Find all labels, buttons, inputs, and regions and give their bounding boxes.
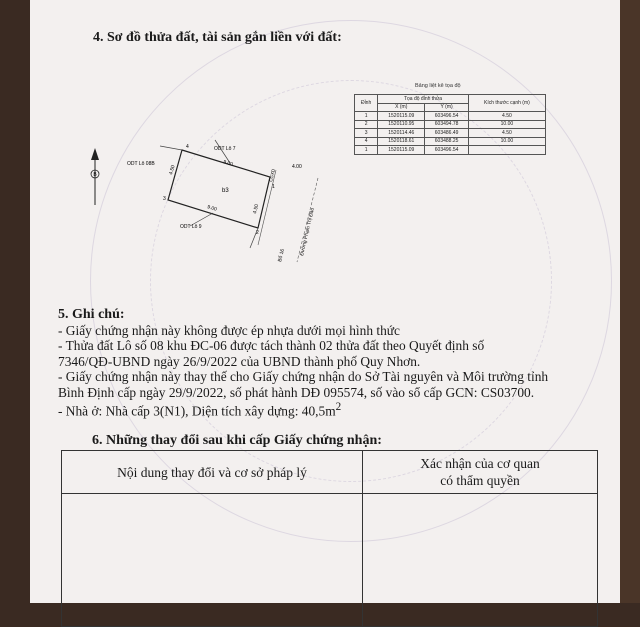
changes-header-content: Nội dung thay đổi và cơ sở pháp lý (62, 451, 363, 494)
coordinate-table-caption: Bảng liệt kê tọa độ (415, 83, 461, 89)
note-line: 7346/QĐ-UBND ngày 26/9/2022 của UBND thành phố Quy Nhơn. (58, 353, 421, 369)
north-arrow-icon (91, 148, 99, 205)
table-row: 3 1520114.46 603486.49 4.50 (355, 129, 546, 138)
changes-cell (62, 494, 363, 627)
notes-section (58, 307, 598, 419)
coord-header-x: X (m) (378, 103, 425, 112)
vertex-label: 2 (256, 230, 259, 236)
parcel-outline (168, 150, 270, 228)
changes-cell (363, 494, 598, 627)
section-6-title: 6. Những thay đổi sau khi cấp Giấy chứng nhận: (92, 433, 382, 448)
edge-length-label: 4.50 (252, 203, 261, 215)
edge-length-label: 4.50 (168, 164, 177, 176)
note-line: - Giấy chứng nhận này thay thế cho Giấy chứng nhận do Sở Tài nguyên và Môi trường tỉnh (58, 369, 549, 384)
vertex-label: 1 (272, 184, 275, 190)
coord-header-group: Tọa độ đỉnh thửa (378, 95, 469, 104)
north-letter: B (93, 172, 97, 178)
changes-table (61, 450, 598, 627)
section-5-title: 5. Ghi chú: (58, 307, 125, 322)
coord-header-y: Y (m) (425, 103, 468, 112)
table-row: 1 1520115.09 603496.54 4.50 (355, 112, 546, 121)
edge-length-label: 9.00 (222, 159, 234, 168)
table-row: 1 1520115.09 603496.54 (355, 146, 546, 155)
parcel-diagram (0, 0, 640, 300)
edge-length-label: CGXD (268, 168, 276, 183)
neighbor-label: ODT Lô 9 (180, 224, 202, 230)
table-row: 2 1520110.95 603494.78 10.00 (355, 120, 546, 129)
coord-header-edge: Kích thước cạnh (m) (468, 95, 545, 112)
section-4-title: 4. Sơ đồ thửa đất, tài sản gắn liền với đất: (93, 30, 342, 45)
neighbor-label: ODT Lô 08B (127, 161, 155, 167)
parcel-id: b3 (222, 188, 229, 194)
edge-length-label: 4.00 (292, 164, 302, 170)
coord-header-point: Đỉnh (355, 95, 378, 112)
road-label: Bố 16 (277, 248, 286, 263)
note-line: - Giấy chứng nhận này không được ép nhựa dưới mọi hình thức (58, 322, 401, 338)
vertex-label: 3 (163, 196, 166, 202)
note-line: Bình Định cấp ngày 29/9/2022, số phát hành DĐ 095574, số vào sổ cấp GCN: CS03700. (58, 384, 535, 400)
edge-length-label: 9.00 (206, 204, 218, 213)
note-line: - Nhà ở: Nhà cấp 3(N1), Diện tích xây dựng: $40,5m^2$ (58, 401, 342, 419)
vertex-label: 4 (186, 144, 189, 150)
table-row: 4 1520118.61 603488.25 10.00 (355, 137, 546, 146)
neighbor-label: ODT Lô 7 (214, 146, 236, 152)
changes-header-confirmation: Xác nhận của cơ quan có thẩm quyền (363, 451, 598, 494)
road-label: Đường Phạm Thị Đào (299, 207, 316, 257)
note-line: - Thửa đất Lô số 08 khu ĐC-06 được tách thành 02 thửa đất theo Quyết định số (58, 338, 485, 353)
